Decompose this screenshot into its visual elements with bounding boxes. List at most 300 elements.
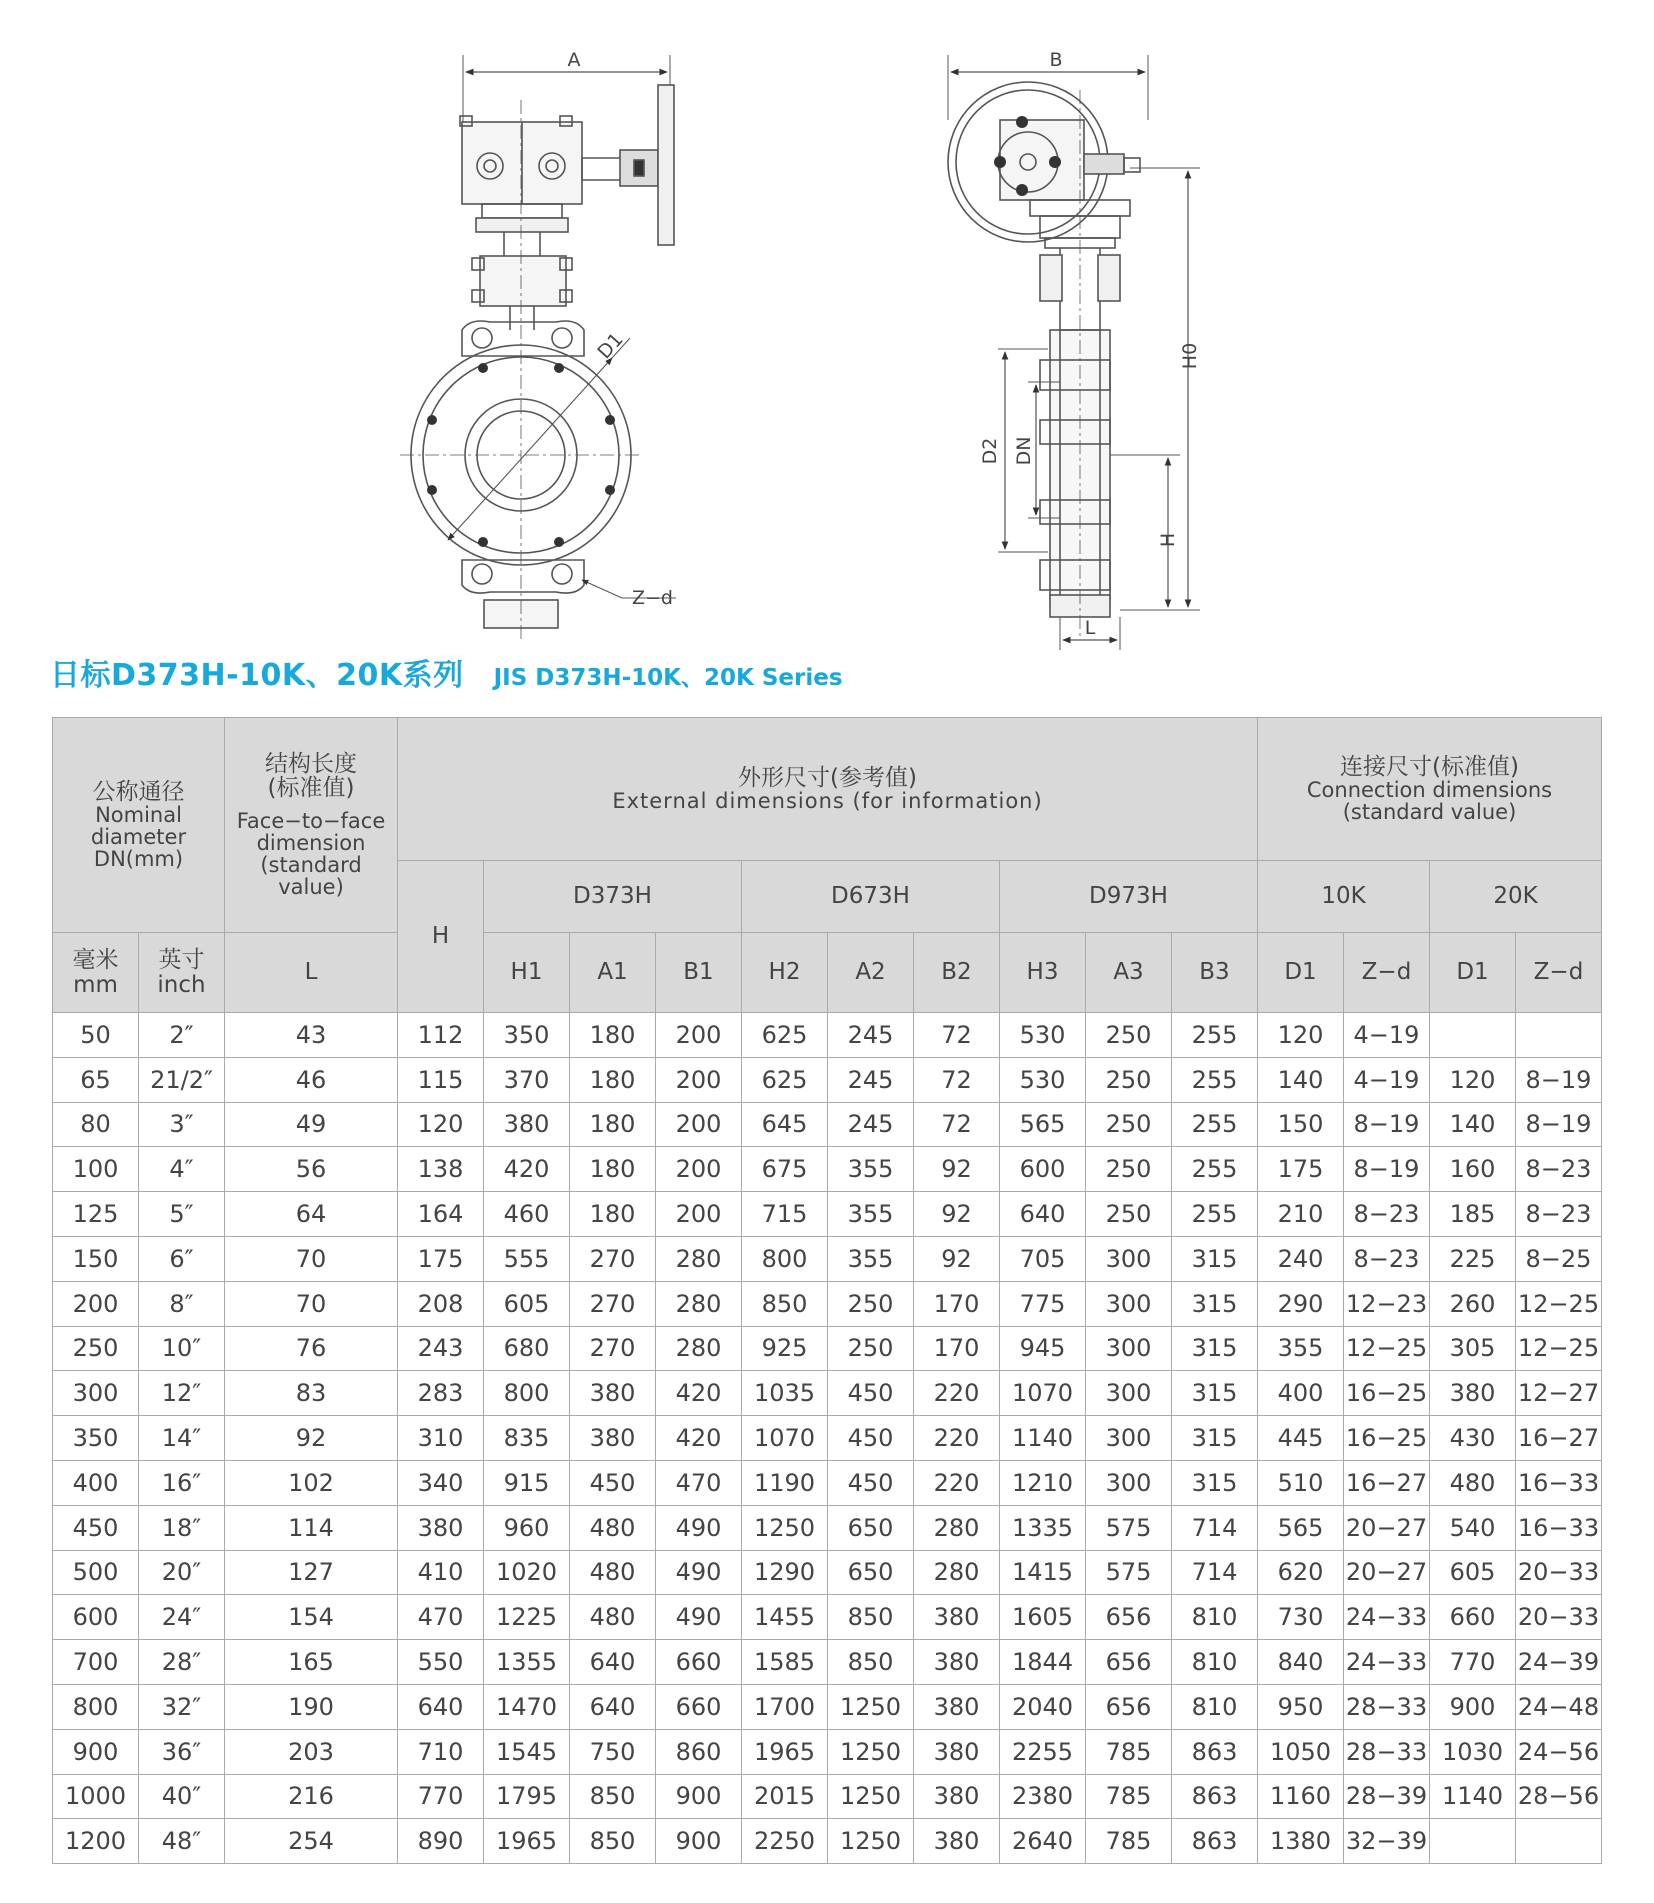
table-cell: 310 [398, 1416, 484, 1461]
table-cell: 900 [53, 1729, 139, 1774]
table-cell: 420 [656, 1416, 742, 1461]
table-cell: 280 [914, 1505, 1000, 1550]
table-cell: 960 [484, 1505, 570, 1550]
table-cell: 250 [828, 1326, 914, 1371]
table-cell: 220 [914, 1460, 1000, 1505]
table-cell: 450 [53, 1505, 139, 1550]
header-col: B3 [1172, 933, 1258, 1013]
table-cell: 656 [1086, 1684, 1172, 1729]
table-cell: 840 [1258, 1640, 1344, 1685]
table-cell: 770 [398, 1774, 484, 1819]
table-cell: 850 [828, 1595, 914, 1640]
table-cell: 400 [1258, 1371, 1344, 1416]
table-cell: 675 [742, 1147, 828, 1192]
table-cell: 410 [398, 1550, 484, 1595]
table-cell: 16−33 [1516, 1505, 1602, 1550]
table-cell: 24−56 [1516, 1729, 1602, 1774]
table-cell: 28″ [139, 1640, 225, 1685]
table-row [53, 1371, 1602, 1416]
header-h: H [398, 861, 484, 1013]
table-cell: 14″ [139, 1416, 225, 1461]
table-cell: 600 [53, 1595, 139, 1640]
table-cell: 480 [570, 1505, 656, 1550]
table-cell: 250 [53, 1326, 139, 1371]
table-cell: 1605 [1000, 1595, 1086, 1640]
table-cell: 2255 [1000, 1729, 1086, 1774]
header-external-dimensions: 外形尺寸(参考值) External dimensions (for information) [398, 718, 1258, 861]
header-col: Z−d [1344, 933, 1430, 1013]
table-cell: 450 [828, 1416, 914, 1461]
table-cell: 645 [742, 1102, 828, 1147]
table-cell: 200 [656, 1102, 742, 1147]
table-cell: 28−39 [1344, 1774, 1430, 1819]
table-cell: 250 [828, 1281, 914, 1326]
table-cell: 300 [1086, 1460, 1172, 1505]
table-cell: 300 [1086, 1236, 1172, 1281]
table-cell: 540 [1430, 1505, 1516, 1550]
table-cell: 49 [225, 1102, 398, 1147]
table-cell: 165 [225, 1640, 398, 1685]
table-cell: 250 [1086, 1192, 1172, 1237]
table-row [53, 1281, 1602, 1326]
table-cell: 32″ [139, 1684, 225, 1729]
table-cell: 6″ [139, 1236, 225, 1281]
table-cell: 1225 [484, 1595, 570, 1640]
table-cell: 270 [570, 1281, 656, 1326]
table-cell: 915 [484, 1460, 570, 1505]
table-cell: 92 [914, 1236, 1000, 1281]
table-cell: 12−27 [1516, 1371, 1602, 1416]
table-cell: 835 [484, 1416, 570, 1461]
table-cell: 1035 [742, 1371, 828, 1416]
table-cell: 660 [656, 1684, 742, 1729]
table-cell: 164 [398, 1192, 484, 1237]
table-cell: 185 [1430, 1192, 1516, 1237]
label-h: H [1157, 532, 1179, 548]
table-cell: 8−23 [1516, 1192, 1602, 1237]
table-row [53, 1013, 1602, 1058]
table-cell: 1795 [484, 1774, 570, 1819]
header-connection-dimensions: 连接尺寸(标准值) Connection dimensions (standard value) [1258, 718, 1602, 861]
table-row [53, 1057, 1602, 1102]
table-cell: 300 [1086, 1326, 1172, 1371]
table-cell: 605 [1430, 1550, 1516, 1595]
table-cell: 260 [1430, 1281, 1516, 1326]
table-cell: 340 [398, 1460, 484, 1505]
table-cell: 1415 [1000, 1550, 1086, 1595]
label-d2: D2 [979, 437, 1001, 465]
table-cell: 3″ [139, 1102, 225, 1147]
table-cell: 127 [225, 1550, 398, 1595]
table-cell: 714 [1172, 1505, 1258, 1550]
table-cell: 1844 [1000, 1640, 1086, 1685]
table-cell: 605 [484, 1281, 570, 1326]
table-cell: 4″ [139, 1147, 225, 1192]
table-cell: 550 [398, 1640, 484, 1685]
table-cell: 250 [1086, 1147, 1172, 1192]
table-cell: 480 [1430, 1460, 1516, 1505]
table-row [53, 1416, 1602, 1461]
table-cell: 250 [1086, 1057, 1172, 1102]
table-cell: 305 [1430, 1326, 1516, 1371]
table-cell: 1700 [742, 1684, 828, 1729]
table-cell: 945 [1000, 1326, 1086, 1371]
table-cell: 8−19 [1516, 1057, 1602, 1102]
header-col: A1 [570, 933, 656, 1013]
table-cell: 710 [398, 1729, 484, 1774]
table-cell: 380 [914, 1684, 1000, 1729]
table-cell: 785 [1086, 1774, 1172, 1819]
table-cell: 72 [914, 1057, 1000, 1102]
table-row [53, 1595, 1602, 1640]
table-cell: 200 [656, 1192, 742, 1237]
table-cell: 355 [828, 1192, 914, 1237]
table-cell: 24−39 [1516, 1640, 1602, 1685]
table-cell: 1290 [742, 1550, 828, 1595]
table-cell: 140 [1258, 1057, 1344, 1102]
table-cell: 160 [1430, 1147, 1516, 1192]
table-cell: 255 [1172, 1192, 1258, 1237]
table-cell: 114 [225, 1505, 398, 1550]
header-l: L [225, 933, 398, 1013]
table-cell: 300 [1086, 1371, 1172, 1416]
table-cell: 10″ [139, 1326, 225, 1371]
table-cell: 56 [225, 1147, 398, 1192]
table-cell: 125 [53, 1192, 139, 1237]
table-cell: 715 [742, 1192, 828, 1237]
table-cell: 255 [1172, 1102, 1258, 1147]
series-title-cn: 日标D373H-10K、20K系列 [50, 658, 464, 693]
table-cell: 315 [1172, 1281, 1258, 1326]
table-row [53, 1505, 1602, 1550]
table-cell: 245 [828, 1013, 914, 1058]
table-cell: 863 [1172, 1819, 1258, 1864]
table-cell: 208 [398, 1281, 484, 1326]
table-cell: 1965 [742, 1729, 828, 1774]
table-cell: 800 [53, 1684, 139, 1729]
table-cell: 350 [53, 1416, 139, 1461]
table-cell [1430, 1819, 1516, 1864]
header-col: D1 [1258, 933, 1344, 1013]
table-cell: 1250 [742, 1505, 828, 1550]
table-cell: 510 [1258, 1460, 1344, 1505]
table-cell: 180 [570, 1013, 656, 1058]
table-cell: 115 [398, 1057, 484, 1102]
table-cell: 863 [1172, 1729, 1258, 1774]
header-face-to-face: 结构长度 (标准值) Face−to−face dimension (standard value) [225, 718, 398, 933]
table-cell: 28−33 [1344, 1729, 1430, 1774]
table-row [53, 1684, 1602, 1729]
table-cell: 1160 [1258, 1774, 1344, 1819]
table-cell: 380 [914, 1819, 1000, 1864]
table-cell: 24−33 [1344, 1640, 1430, 1685]
header-col: B2 [914, 933, 1000, 1013]
table-cell: 112 [398, 1013, 484, 1058]
table-cell: 8−23 [1516, 1147, 1602, 1192]
table-cell: 65 [53, 1057, 139, 1102]
table-cell: 890 [398, 1819, 484, 1864]
header-col: B1 [656, 933, 742, 1013]
table-cell: 200 [53, 1281, 139, 1326]
table-cell: 1140 [1430, 1774, 1516, 1819]
table-cell: 470 [398, 1595, 484, 1640]
table-cell: 650 [828, 1550, 914, 1595]
table-cell: 430 [1430, 1416, 1516, 1461]
table-cell: 24−33 [1344, 1595, 1430, 1640]
table-cell: 380 [914, 1595, 1000, 1640]
table-cell: 220 [914, 1371, 1000, 1416]
table-cell: 730 [1258, 1595, 1344, 1640]
table-cell: 490 [656, 1550, 742, 1595]
table-cell: 16−27 [1516, 1416, 1602, 1461]
table-cell: 175 [1258, 1147, 1344, 1192]
table-cell: 2640 [1000, 1819, 1086, 1864]
table-cell: 21/2″ [139, 1057, 225, 1102]
table-cell: 70 [225, 1281, 398, 1326]
table-cell: 1545 [484, 1729, 570, 1774]
table-cell: 150 [53, 1236, 139, 1281]
table-cell: 370 [484, 1057, 570, 1102]
table-cell: 280 [656, 1326, 742, 1371]
table-row [53, 1326, 1602, 1371]
table-cell: 200 [656, 1013, 742, 1058]
table-cell: 2250 [742, 1819, 828, 1864]
table-cell: 16−25 [1344, 1416, 1430, 1461]
table-cell: 420 [484, 1147, 570, 1192]
table-cell: 775 [1000, 1281, 1086, 1326]
table-cell: 92 [914, 1147, 1000, 1192]
table-cell: 290 [1258, 1281, 1344, 1326]
table-cell: 150 [1258, 1102, 1344, 1147]
header-mm: 毫米 mm [53, 933, 139, 1013]
table-cell: 255 [1172, 1013, 1258, 1058]
table-cell: 750 [570, 1729, 656, 1774]
table-cell: 705 [1000, 1236, 1086, 1281]
table-cell: 43 [225, 1013, 398, 1058]
header-inch: 英寸 inch [139, 933, 225, 1013]
table-cell: 4−19 [1344, 1057, 1430, 1102]
label-l: L [1084, 617, 1096, 639]
table-cell: 2015 [742, 1774, 828, 1819]
table-cell: 280 [656, 1236, 742, 1281]
table-cell: 50 [53, 1013, 139, 1058]
table-cell: 20−27 [1344, 1505, 1430, 1550]
table-cell: 72 [914, 1013, 1000, 1058]
table-cell: 1140 [1000, 1416, 1086, 1461]
table-cell: 48″ [139, 1819, 225, 1864]
table-cell: 16″ [139, 1460, 225, 1505]
table-cell: 170 [914, 1281, 1000, 1326]
table-row [53, 1102, 1602, 1147]
table-cell: 480 [570, 1550, 656, 1595]
table-cell: 565 [1000, 1102, 1086, 1147]
table-cell: 32−39 [1344, 1819, 1430, 1864]
table-row [53, 1550, 1602, 1595]
table-cell: 36″ [139, 1729, 225, 1774]
table-cell: 950 [1258, 1684, 1344, 1729]
table-cell: 250 [1086, 1102, 1172, 1147]
table-cell: 1200 [53, 1819, 139, 1864]
table-cell: 300 [1086, 1281, 1172, 1326]
table-cell: 180 [570, 1057, 656, 1102]
table-cell: 625 [742, 1013, 828, 1058]
table-cell: 255 [1172, 1147, 1258, 1192]
table-cell: 1250 [828, 1774, 914, 1819]
table-cell: 900 [656, 1774, 742, 1819]
table-cell: 254 [225, 1819, 398, 1864]
table-cell: 656 [1086, 1640, 1172, 1685]
table-cell: 20−33 [1516, 1550, 1602, 1595]
table-cell: 1455 [742, 1595, 828, 1640]
table-cell: 450 [828, 1460, 914, 1505]
table-cell: 315 [1172, 1460, 1258, 1505]
table-cell: 12−23 [1344, 1281, 1430, 1326]
table-cell: 220 [914, 1416, 1000, 1461]
table-cell: 8−19 [1344, 1102, 1430, 1147]
table-row [53, 1729, 1602, 1774]
header-group-d973h: D973H [1000, 861, 1258, 933]
table-row [53, 1192, 1602, 1237]
table-cell: 1050 [1258, 1729, 1344, 1774]
table-cell: 270 [570, 1326, 656, 1371]
table-cell: 40″ [139, 1774, 225, 1819]
table-cell: 170 [914, 1326, 1000, 1371]
label-d1: D1 [593, 328, 628, 364]
table-row [53, 1640, 1602, 1685]
label-zd: Z−d [632, 587, 673, 609]
table-cell: 850 [570, 1774, 656, 1819]
table-cell: 770 [1430, 1640, 1516, 1685]
table-cell: 28−56 [1516, 1774, 1602, 1819]
table-cell: 450 [828, 1371, 914, 1416]
table-cell: 315 [1172, 1416, 1258, 1461]
label-b: B [1049, 49, 1063, 71]
table-cell: 355 [828, 1147, 914, 1192]
table-cell: 500 [53, 1550, 139, 1595]
table-cell: 4−19 [1344, 1013, 1430, 1058]
table-cell: 863 [1172, 1774, 1258, 1819]
table-cell: 12−25 [1344, 1326, 1430, 1371]
table-cell: 20−27 [1344, 1550, 1430, 1595]
table-cell: 8−23 [1344, 1236, 1430, 1281]
table-cell: 180 [570, 1192, 656, 1237]
table-cell: 64 [225, 1192, 398, 1237]
table-cell: 180 [570, 1102, 656, 1147]
table-cell: 300 [53, 1371, 139, 1416]
table-cell: 380 [914, 1774, 1000, 1819]
table-cell: 850 [828, 1640, 914, 1685]
table-cell: 138 [398, 1147, 484, 1192]
table-row [53, 1236, 1602, 1281]
table-cell: 380 [484, 1102, 570, 1147]
table-cell: 650 [828, 1505, 914, 1550]
table-cell: 490 [656, 1505, 742, 1550]
table-cell: 2″ [139, 1013, 225, 1058]
table-cell: 900 [1430, 1684, 1516, 1729]
table-cell: 810 [1172, 1640, 1258, 1685]
table-cell [1516, 1819, 1602, 1864]
series-title-en: JIS D373H-10K、20K Series [493, 665, 843, 691]
table-cell: 600 [1000, 1147, 1086, 1192]
table-cell: 245 [828, 1057, 914, 1102]
table-cell: 210 [1258, 1192, 1344, 1237]
table-cell: 470 [656, 1460, 742, 1505]
table-cell: 810 [1172, 1684, 1258, 1729]
table-cell: 80 [53, 1102, 139, 1147]
table-cell: 280 [656, 1281, 742, 1326]
table-cell: 225 [1430, 1236, 1516, 1281]
table-cell: 450 [570, 1460, 656, 1505]
table-cell: 1210 [1000, 1460, 1086, 1505]
table-cell: 714 [1172, 1550, 1258, 1595]
table-cell: 490 [656, 1595, 742, 1640]
table-cell: 120 [1258, 1013, 1344, 1058]
table-cell: 1020 [484, 1550, 570, 1595]
table-cell: 380 [914, 1729, 1000, 1774]
table-cell [1430, 1013, 1516, 1058]
table-cell: 640 [1000, 1192, 1086, 1237]
table-cell: 2380 [1000, 1774, 1086, 1819]
table-cell: 1250 [828, 1819, 914, 1864]
table-cell: 1030 [1430, 1729, 1516, 1774]
table-cell: 380 [570, 1416, 656, 1461]
table-cell: 8−19 [1516, 1102, 1602, 1147]
table-cell: 800 [484, 1371, 570, 1416]
table-cell: 620 [1258, 1550, 1344, 1595]
table-cell: 900 [656, 1819, 742, 1864]
header-col: D1 [1430, 933, 1516, 1013]
header-group-d673h: D673H [742, 861, 1000, 933]
table-cell: 925 [742, 1326, 828, 1371]
table-cell [1516, 1013, 1602, 1058]
side-view [948, 55, 1200, 650]
table-cell: 70 [225, 1236, 398, 1281]
header-group-d373h: D373H [484, 861, 742, 933]
label-dn: DN [1013, 436, 1035, 466]
table-cell: 200 [656, 1147, 742, 1192]
table-cell: 1585 [742, 1640, 828, 1685]
table-cell: 190 [225, 1684, 398, 1729]
table-cell: 1070 [742, 1416, 828, 1461]
table-cell: 120 [398, 1102, 484, 1147]
table-cell: 700 [53, 1640, 139, 1685]
table-cell: 175 [398, 1236, 484, 1281]
table-cell: 8″ [139, 1281, 225, 1326]
table-cell: 355 [1258, 1326, 1344, 1371]
table-cell: 480 [570, 1595, 656, 1640]
table-cell: 16−27 [1344, 1460, 1430, 1505]
table-cell: 420 [656, 1371, 742, 1416]
table-row [53, 1460, 1602, 1505]
table-row [53, 1147, 1602, 1192]
header-group-20k: 20K [1430, 861, 1602, 933]
table-cell: 24″ [139, 1595, 225, 1640]
table-cell: 20−33 [1516, 1595, 1602, 1640]
table-cell: 555 [484, 1236, 570, 1281]
table-cell: 1380 [1258, 1819, 1344, 1864]
table-cell: 92 [225, 1416, 398, 1461]
header-col: H3 [1000, 933, 1086, 1013]
table-cell: 355 [828, 1236, 914, 1281]
table-cell: 315 [1172, 1371, 1258, 1416]
table-cell: 785 [1086, 1729, 1172, 1774]
table-cell: 8−23 [1344, 1192, 1430, 1237]
table-cell: 240 [1258, 1236, 1344, 1281]
table-cell: 1965 [484, 1819, 570, 1864]
table-cell: 660 [656, 1640, 742, 1685]
table-body [53, 1013, 1602, 1864]
table-cell: 380 [914, 1640, 1000, 1685]
